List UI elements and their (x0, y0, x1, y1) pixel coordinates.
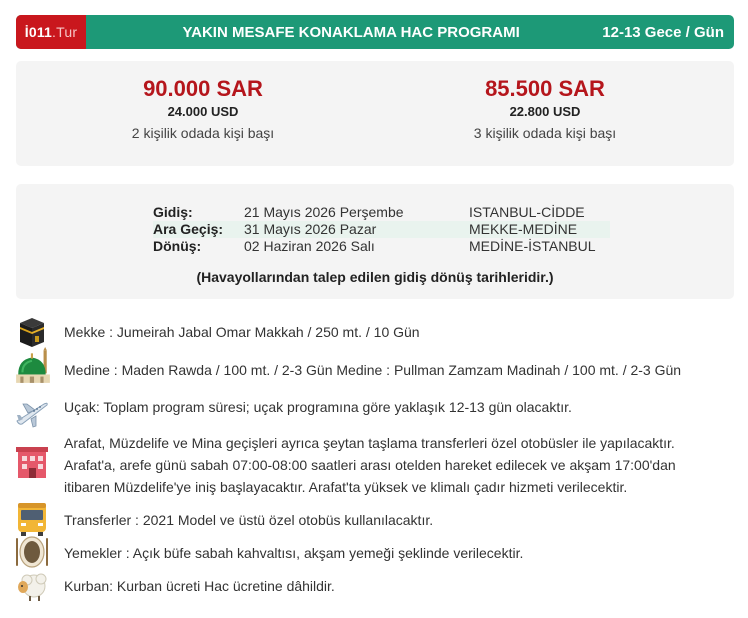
price-panel (16, 61, 734, 166)
hotel-icon (14, 444, 50, 480)
brand-logo[interactable] (16, 15, 86, 49)
program-header (16, 15, 734, 49)
info-text-line: Mekke : Jumeirah Jabal Omar Makkah / 250 mt. / 10 Gün (64, 324, 420, 340)
date-row-departure (153, 204, 610, 221)
info-text-line: Medine : Maden Rawda / 100 mt. / 2-3 Gün Medine : Pullman Zamzam Madinah / 100 mt. / 2-3 Gün (64, 362, 682, 378)
info-text-line: Uçak: Toplam program süresi; uçak programına göre yaklaşık 12-13 gün olacaktır. (64, 399, 572, 415)
date-row-return (153, 238, 610, 255)
route-value: MEKKE-MEDİNE (469, 221, 578, 237)
price-option-double (63, 75, 343, 145)
route-value: MEDİNE-İSTANBUL (469, 238, 596, 254)
date-label: Dönüş: (153, 238, 202, 254)
price-note: 2 kişilik odada kişi başı (131, 125, 275, 141)
program-title: YAKIN MESAFE KONAKLAMA HAC PROGRAMI (182, 23, 520, 41)
plate-icon (14, 534, 50, 570)
mosque-icon (14, 344, 52, 388)
logo-sub-text: .Tur (52, 24, 78, 40)
price-note: 3 kişilik odada kişi başı (473, 125, 617, 141)
date-label: Ara Geçiş: (153, 221, 224, 237)
date-value: 31 Mayıs 2026 Pazar (244, 221, 377, 237)
info-text-line: Arafat'a, arefe günü sabah 07:00-08:00 saatleri arası otelden hareket edilecek ve akşam 17:00'dan (64, 457, 676, 473)
bus-icon (14, 501, 50, 537)
sheep-icon (14, 568, 50, 604)
route-value: ISTANBUL-CİDDE (469, 204, 585, 220)
info-text-line: Kurban: Kurban ücreti Hac ücretine dâhildir. (64, 578, 335, 594)
info-text-line: Yemekler : Açık büfe sabah kahvaltısı, akşam yemeği şeklinde verilecektir. (64, 545, 524, 561)
date-label: Gidiş: (153, 204, 193, 220)
date-value: 21 Mayıs 2026 Perşembe (244, 204, 404, 220)
date-value: 02 Haziran 2026 Salı (244, 238, 375, 254)
price-sar: 90.000 SAR (143, 76, 263, 101)
date-row-transit (153, 221, 610, 238)
info-text-line: Arafat, Müzdelife ve Mina geçişleri ayrıca şeytan taşlama transferleri özel otobüsler ile yapılacaktır. (64, 435, 675, 451)
price-option-triple (405, 75, 685, 145)
info-text-line: itibaren Müzdelife'ye iniş başlayacaktır. Arafat'ta yüksek ve klimalı çadır hizmeti verilecektir. (64, 479, 628, 495)
info-text-line: Transferler : 2021 Model ve üstü özel otobüs kullanılacaktır. (64, 512, 434, 528)
flight-dates-panel (16, 184, 734, 299)
price-usd: 24.000 USD (167, 104, 239, 119)
logo-main-text: İ011 (24, 24, 53, 40)
airplane-icon (14, 394, 50, 430)
price-usd: 22.800 USD (509, 104, 581, 119)
program-duration: 12-13 Gece / Gün (602, 23, 724, 41)
price-sar: 85.500 SAR (485, 76, 605, 101)
dates-note: (Havayollarından talep edilen gidiş dönüş tarihleridir.) (196, 269, 554, 285)
